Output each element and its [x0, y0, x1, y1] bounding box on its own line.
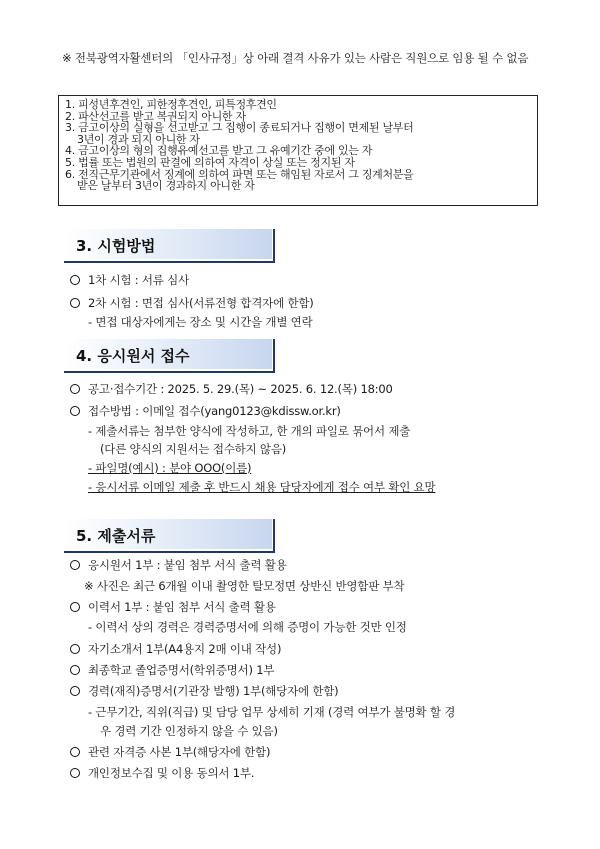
- circle-bullet-icon: [70, 384, 80, 394]
- disqualification-item: 3년이 경과 되지 아니한 자: [77, 132, 200, 146]
- disqualification-box: [58, 95, 538, 206]
- list-item: - 제출서류는 첨부한 양식에 작성하고, 한 개의 파일로 묶어서 제출: [88, 424, 411, 438]
- list-item: 응시원서 1부 : 붙임 첨부 서식 출력 활용: [70, 557, 287, 573]
- list-item: - 이력서 상의 경력은 경력증명서에 의해 증명이 가능한 것만 인정: [88, 620, 407, 634]
- circle-bullet-icon: [70, 768, 80, 778]
- list-item: (다른 양식의 지원서는 접수하지 않음): [100, 442, 287, 456]
- circle-bullet-icon: [70, 298, 80, 308]
- disqualification-item: 5. 법률 또는 법원의 판결에 의하여 자격이 상실 또는 정지된 자: [65, 155, 355, 169]
- disqualification-item: 1. 피성년후견인, 피한정후견인, 피특정후견인: [65, 98, 277, 111]
- circle-bullet-icon: [70, 560, 80, 570]
- circle-bullet-icon: [70, 747, 80, 757]
- list-item: - 근무기간, 직위(직급) 및 담당 업무 상세히 기재 (경력 여부가 불명확 할 경: [88, 705, 456, 719]
- circle-bullet-icon: [70, 602, 80, 612]
- disqualification-intro: ※ 전북광역자활센터의 「인사규정」상 아래 결격 사유가 있는 사람은 직원으로 임용 될 수 없음: [62, 51, 529, 65]
- list-item: - 응시서류 이메일 제출 후 반드시 채용 담당자에게 접수 여부 확인 요망: [88, 480, 436, 494]
- section-title: 5. 제출서류: [76, 527, 156, 545]
- section-header-documents: [64, 519, 279, 553]
- section-title: 3. 시험방법: [76, 237, 156, 255]
- list-item: 우 경력 기간 인정하지 않을 수 있음): [100, 724, 278, 738]
- disqualification-item: 3. 금고이상의 실형을 선고받고 그 집행이 종료되거나 집행이 면제된 날부터: [65, 121, 414, 135]
- list-item: 1차 시험 : 서류 심사: [70, 272, 189, 288]
- disqualification-item: 받은 날부터 3년이 경과하지 아니한 자: [77, 179, 255, 193]
- section-title: 4. 응시원서 접수: [76, 347, 190, 365]
- list-item: 관련 자격증 사본 1부(해당자에 한함): [70, 744, 270, 760]
- circle-bullet-icon: [70, 686, 80, 696]
- list-item: 접수방법 : 이메일 접수(yang0123@kdissw.or.kr): [70, 403, 341, 419]
- section-header-exam-method: [64, 229, 279, 263]
- list-item: - 파일명(예시) : 분야 OOO(이름): [88, 461, 252, 475]
- circle-bullet-icon: [70, 665, 80, 675]
- list-item: ※ 사진은 최근 6개월 이내 촬영한 탈모정면 상반신 반영함판 부착: [84, 579, 405, 593]
- list-item: - 면접 대상자에게는 장소 및 시간을 개별 연락: [88, 315, 313, 329]
- section-header-application: [64, 339, 279, 373]
- list-item: 공고·접수기간 : 2025. 5. 29.(목) ~ 2025. 6. 12.(목) 18:00: [70, 381, 393, 397]
- list-item: 2차 시험 : 면접 심사(서류전형 합격자에 한함): [70, 295, 314, 311]
- disqualification-item: 6. 전직근무기관에서 징계에 의하여 파면 또는 해임된 자로서 그 징계처분을: [65, 167, 414, 181]
- list-item: 자기소개서 1부(A4용지 2매 이내 작성): [70, 641, 281, 657]
- circle-bullet-icon: [70, 644, 80, 654]
- disqualification-item: 2. 파산선고를 받고 복권되지 아니한 자: [65, 109, 246, 123]
- circle-bullet-icon: [70, 406, 80, 416]
- list-item: 최종학교 졸업증명서(학위증명서) 1부: [70, 662, 274, 678]
- list-item: 개인정보수집 및 이용 동의서 1부.: [70, 765, 254, 781]
- disqualification-item: 4. 금고이상의 형의 집행유예선고를 받고 그 유예기간 중에 있는 자: [65, 144, 373, 158]
- list-item: 경력(재직)증명서(기관장 발행) 1부(해당자에 한함): [70, 683, 338, 699]
- circle-bullet-icon: [70, 275, 80, 285]
- list-item: 이력서 1부 : 붙임 첨부 서식 출력 활용: [70, 599, 276, 615]
